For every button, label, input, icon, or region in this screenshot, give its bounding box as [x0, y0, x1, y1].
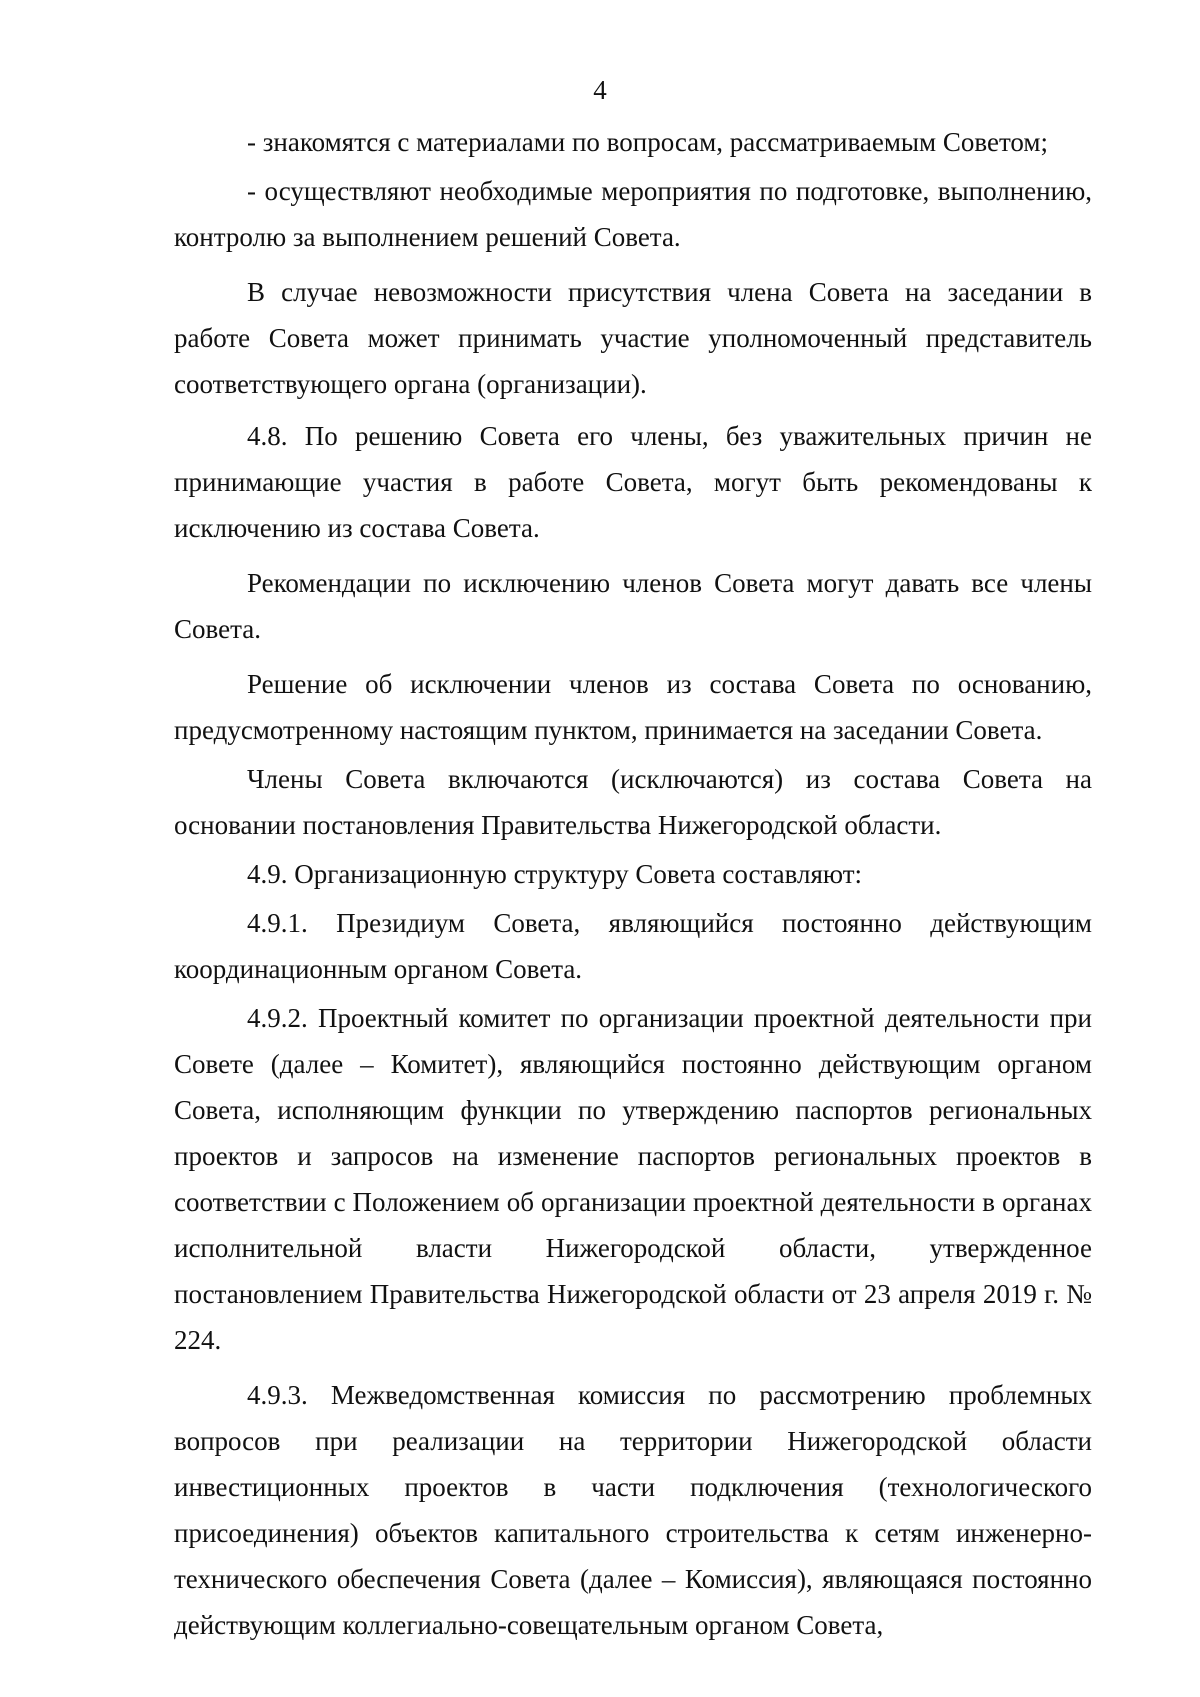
- paragraph-4-9: 4.9. Организационную структуру Совета составляют:: [247, 859, 863, 889]
- paragraph-members-inclusion: Члены Совета включаются (исключаются) из состава Совета на основании постановления Правительства Нижегородской области.: [174, 764, 1092, 840]
- paragraph-4-8: 4.8. По решению Совета его члены, без уважительных причин не принимающие участия в работе Совета, могут быть рекомендованы к исключению из состава Совета.: [174, 421, 1092, 543]
- document-body: [174, 119, 1092, 1648]
- paragraph-absence-representative: В случае невозможности присутствия члена Совета на заседании в работе Совета может принимать участие уполномоченный представитель соответствующего органа (организации).: [174, 277, 1092, 399]
- paragraph-exclusion-recommendations: Рекомендации по исключению членов Совета могут давать все члены Совета.: [174, 568, 1092, 644]
- page-number: 4: [593, 75, 607, 105]
- paragraph-4-9-3: 4.9.3. Межведомственная комиссия по рассмотрению проблемных вопросов при реализации на территории Нижегородской области инвестиционных проектов в части подключения (технологического присоединения) объектов капитального строительства к сетям инженерно-технического обеспечения Совета (далее – Комиссия), являющаяся постоянно действующим коллегиально-совещательным органом Совета,: [174, 1380, 1092, 1640]
- paragraph-list-item-familiarize: - знакомятся с материалами по вопросам, рассматриваемым Советом;: [247, 127, 1048, 157]
- paragraph-list-item-implement: - осуществляют необходимые мероприятия по подготовке, выполнению, контролю за выполнением решений Совета.: [174, 176, 1092, 252]
- paragraph-4-9-2: 4.9.2. Проектный комитет по организации проектной деятельности при Совете (далее – Комитет), являющийся постоянно действующим органом Совета, исполняющим функции по утверждению паспортов региональных проектов и запросов на изменение паспортов региональных проектов в соответствии с Положением об организации проектной деятельности в органах исполнительной власти Нижегородской области, утвержденное постановлением Правительства Нижегородской области от 23 апреля 2019 г. № 224.: [174, 1003, 1092, 1355]
- paragraph-4-9-1: 4.9.1. Президиум Совета, являющийся постоянно действующим координационным органом Совета.: [174, 908, 1092, 984]
- paragraph-exclusion-decision: Решение об исключении членов из состава Совета по основанию, предусмотренному настоящим пунктом, принимается на заседании Совета.: [174, 669, 1092, 745]
